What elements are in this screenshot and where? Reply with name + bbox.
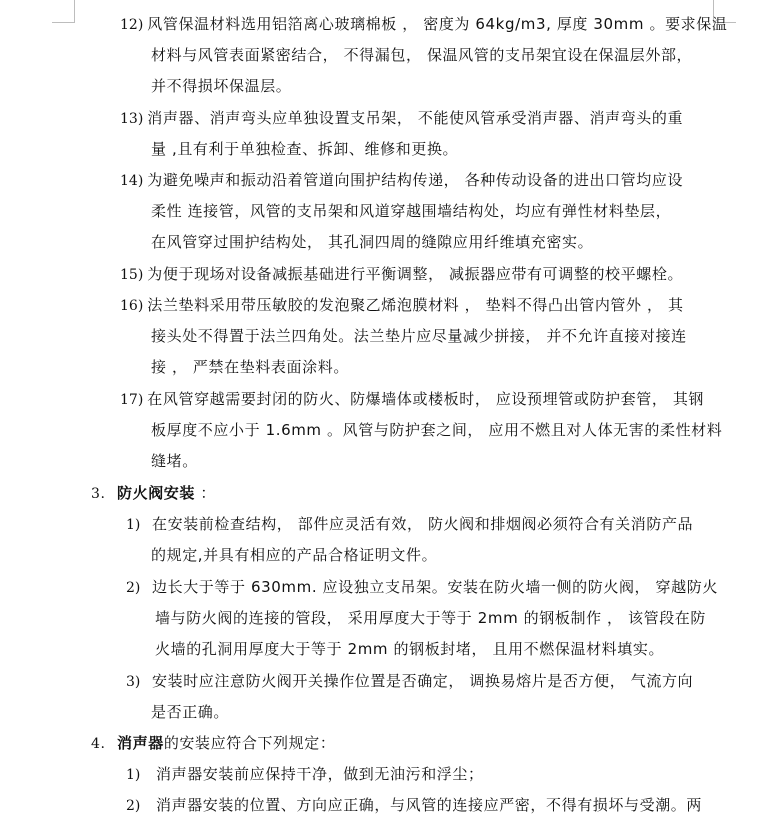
item-17-text-3: 缝堵。 bbox=[151, 452, 198, 470]
item-12-line-2 bbox=[151, 45, 692, 65]
s3-item-3-line-1 bbox=[126, 671, 693, 692]
item-14-line-3 bbox=[151, 232, 593, 252]
item-12-text-1: 风管保温材料选用铝箔离心玻璃棉板 ， 密度为 64kg/m3, 厚度 30mm 。要求保温 bbox=[147, 15, 728, 33]
item-13-text-1: 消声器、消声弯头应单独设置支吊架， 不能使风管承受消声器、消声弯头的重 bbox=[147, 109, 684, 127]
s3-item-2-text-2: 墙与防火阀的连接的管段， 采用厚度大于等于 2mm 的钢板制作 ， 该管段在防 bbox=[155, 609, 707, 627]
s4-item-1-text-1: 消声器安装前应保持干净，做到无油污和浮尘； bbox=[156, 765, 484, 783]
item-17-text-2: 板厚度不应小于 1.6mm 。风管与防护套之间， 应用不燃且对人体无害的柔性材料 bbox=[151, 421, 723, 439]
s3-item-2-line-2 bbox=[155, 608, 706, 628]
s3-item-3-text-2: 是否正确。 bbox=[151, 703, 230, 721]
item-17-line-3 bbox=[151, 451, 198, 471]
item-17-line-2 bbox=[151, 420, 722, 440]
s3-item-2-text-3: 火墙的孔洞用厚度大于等于 2mm 的钢板封堵， 且用不燃保温材料填实。 bbox=[155, 640, 665, 658]
s3-item-2-line-1 bbox=[126, 577, 718, 598]
item-16-number: 16) bbox=[120, 298, 144, 314]
item-14-number: 14) bbox=[120, 173, 144, 189]
section-4-number: 4. bbox=[91, 736, 106, 752]
item-17-text-1: 在风管穿越需要封闭的防火、防爆墙体或楼板时， 应设预埋管或防护套管， 其钢 bbox=[147, 390, 705, 408]
item-12-line-3 bbox=[151, 76, 291, 96]
s3-item-1-line-2 bbox=[151, 545, 437, 565]
page-corner-mark-left bbox=[52, 0, 75, 23]
s3-item-2-text-1: 边长大于等于 630mm. 应设独立支吊架。安装在防火墙一侧的防火阀， 穿越防火 bbox=[152, 578, 718, 596]
s4-item-2-number: 2) bbox=[126, 798, 141, 814]
s3-item-1-text-1: 在安装前检查结构， 部件应灵活有效， 防火阀和排烟阀必须符合有关消防产品 bbox=[152, 515, 694, 533]
item-13-number: 13) bbox=[120, 111, 144, 127]
item-16-text-3: 接 ， 严禁在垫料表面涂料。 bbox=[151, 358, 349, 376]
section-3-heading bbox=[91, 483, 216, 504]
item-12-text-3: 并不得损坏保温层。 bbox=[151, 77, 292, 95]
s3-item-3-line-2 bbox=[151, 702, 229, 722]
item-12-line-1 bbox=[120, 14, 727, 35]
item-13-line-1 bbox=[120, 108, 683, 129]
item-14-line-1 bbox=[120, 170, 683, 191]
item-14-text-1: 为避免噪声和振动沿着管道向围护结构传递， 各种传动设备的进出口管均应设 bbox=[147, 171, 684, 189]
s3-item-1-line-1 bbox=[126, 514, 693, 535]
item-14-text-2: 柔性 连接管，风管的支吊架和风道穿越围墙结构处，均应有弹性材料垫层， bbox=[151, 202, 672, 220]
item-15-text-1: 为便于现场对设备减振基础进行平衡调整， 减振器应带有可调整的校平螺栓。 bbox=[147, 265, 684, 283]
section-4-title-suffix: 的安装应符合下列规定： bbox=[163, 734, 336, 752]
item-14-line-2 bbox=[151, 201, 671, 221]
item-15-line-1 bbox=[120, 264, 683, 285]
item-15-number: 15) bbox=[120, 267, 144, 283]
item-13-line-2 bbox=[151, 139, 458, 159]
s3-item-1-text-2: 的规定,并具有相应的产品合格证明文件。 bbox=[151, 546, 438, 564]
s4-item-1-number: 1) bbox=[126, 767, 141, 783]
s3-item-2-number: 2) bbox=[126, 580, 141, 596]
section-3-number: 3. bbox=[91, 486, 106, 502]
section-3-title-suffix: ： bbox=[195, 484, 216, 502]
item-16-line-2 bbox=[151, 326, 687, 346]
item-16-text-1: 法兰垫料采用带压敏胶的发泡聚乙烯泡膜材料 ， 垫料不得凸出管内管外 ， 其 bbox=[147, 296, 684, 314]
item-12-text-2: 材料与风管表面紧密结合， 不得漏包， 保温风管的支吊架宜设在保温层外部， bbox=[151, 46, 693, 64]
s3-item-3-text-1: 安装时应注意防火阀开关操作位置是否确定， 调换易熔片是否方便， 气流方向 bbox=[152, 672, 694, 690]
section-3-title: 防火阀安装 bbox=[117, 484, 196, 502]
item-16-text-2: 接头处不得置于法兰四角处。法兰垫片应尽量减少拼接， 并不允许直接对接连 bbox=[151, 327, 687, 345]
item-17-number: 17) bbox=[120, 392, 144, 408]
s3-item-1-number: 1) bbox=[126, 517, 141, 533]
s3-item-3-number: 3) bbox=[126, 674, 141, 690]
item-14-text-3: 在风管穿过围护结构处， 其孔洞四周的缝隙应用纤维填充密实。 bbox=[151, 233, 594, 251]
item-16-line-1 bbox=[120, 295, 684, 316]
item-16-line-3 bbox=[151, 357, 349, 377]
s3-item-2-line-3 bbox=[155, 639, 664, 659]
s4-item-2-text-1: 消声器安装的位置、方向应正确，与风管的连接应严密，不得有损坏与受潮。两 bbox=[156, 796, 703, 814]
item-13-text-2: 量 ,且有利于单独检查、拆卸、维修和更换。 bbox=[151, 140, 459, 158]
s4-item-2-line-1 bbox=[126, 795, 702, 816]
item-12-number: 12) bbox=[120, 17, 144, 33]
section-4-title: 消声器 bbox=[117, 734, 164, 752]
section-4-heading bbox=[91, 733, 335, 754]
s4-item-1-line-1 bbox=[126, 764, 484, 785]
item-17-line-1 bbox=[120, 389, 704, 410]
